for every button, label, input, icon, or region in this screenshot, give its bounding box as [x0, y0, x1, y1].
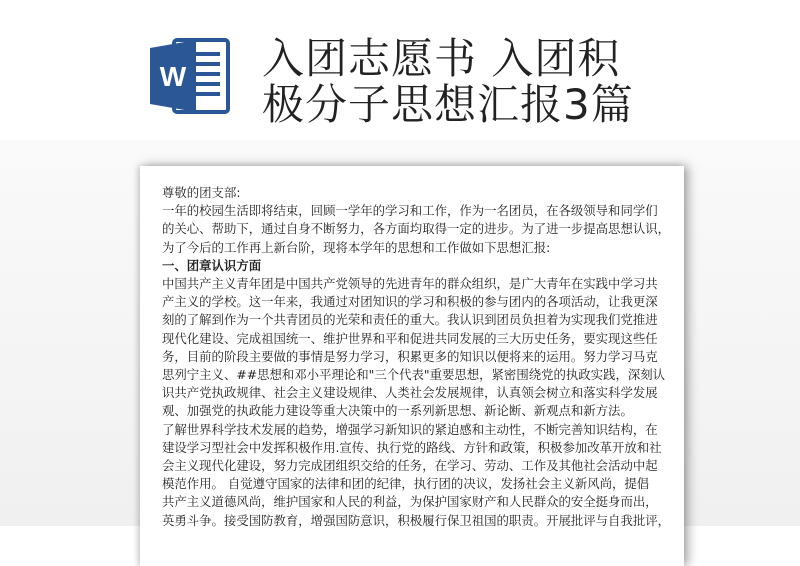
document-line: 识共产党执政规律、社会主义建设规律、人类社会发展规律，认真领会树立和落实科学发展: [162, 385, 658, 401]
document-body: [162, 184, 672, 530]
document-line: 模范作用。 自觉遵守国家的法律和团的纪律，执行团的决议，发扬社会主义新风尚，提倡: [162, 476, 650, 492]
document-line: 会主义现代化建设，努力完成团组织交给的任务，在学习、劳动、工作及其他社会活动中起: [162, 458, 658, 474]
document-page: [140, 166, 684, 566]
document-line: 产主义的学校。这一年来，我通过对团知识的学习和积极的参与团内的各项活动，让我更深: [162, 294, 658, 310]
document-line: 的关心、帮助下，通过自身不断努力，各方面均取得一定的进步。为了进一步提高思想认识，: [162, 221, 671, 237]
document-line: 为了今后的工作再上新台阶，现将本学年的思想和工作做如下思想汇报:: [162, 239, 551, 255]
document-line: 建设学习型社会中发挥积极作用.宣传、执行党的路线、方针和政策，积极参加改革开放和社: [162, 439, 662, 455]
document-line: 中国共产主义青年团是中国共产党领导的先进青年的群众组织，是广大青年在实践中学习共: [162, 276, 658, 292]
document-line: 共产主义道德风尚，维护国家和人民的利益，为保护国家财产和人民群众的安全挺身而出，: [162, 494, 658, 510]
section-heading: 一、团章认识方面: [162, 257, 262, 273]
document-line: 现代化建设、完成祖国统一、维护世界和平和促进共同发展的三大历史任务，要实现这些任: [162, 330, 658, 346]
document-line: 一年的校园生活即将结束，回顾一学年的学习和工作，作为一名团员，在各级领导和同学们: [162, 203, 658, 219]
document-line: 刻的了解到作为一个共青团员的光荣和责任的重大。我认识到团员负担着为实现我们党推进: [162, 312, 658, 328]
word-document-icon: [148, 36, 232, 116]
document-line: 思列宁主义、##思想和邓小平理论和"三个代表"重要思想，紧密围绕党的执政实践，深刻认: [162, 367, 666, 383]
document-line: 观、加强党的执政能力建设等重大决策中的一系列新思想、新论断、新观点和新方法。: [162, 403, 633, 419]
document-line: 了解世界科学技术发展的趋势，增强学习新知识的紧迫感和主动性，不断完善知识结构，在: [162, 421, 658, 437]
title-line-2: 极分子思想汇报3篇: [262, 80, 634, 129]
title-line-1: 入团志愿书 入团积: [262, 34, 621, 83]
document-line: 务，目前的阶段主要做的事情是努力学习，积累更多的知识以便将来的运用。努力学习马克: [162, 348, 658, 364]
svg-text:W: W: [159, 61, 187, 92]
document-line: 尊敬的团支部:: [162, 185, 241, 200]
document-line: 英勇斗争。接受国防教育，增强国防意识，积极履行保卫祖国的职责。开展批评与自我批评，: [162, 512, 671, 528]
page-title: [262, 36, 634, 128]
